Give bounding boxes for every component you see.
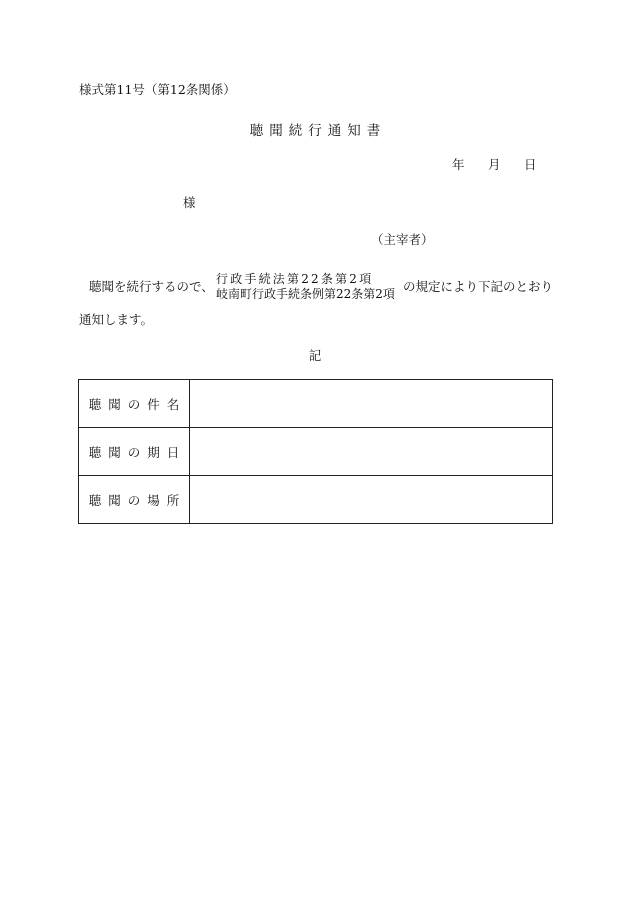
law-option-administrative-procedure-act: 行政手続法第22条第2項	[216, 272, 374, 286]
table-row	[79, 428, 553, 476]
date-line	[452, 155, 537, 173]
row-value-hearing-date	[190, 428, 553, 476]
ki-heading: 記	[308, 348, 322, 363]
form-number: 様式第11号（第12条関係）	[79, 82, 236, 97]
law-option-ginan-town-ordinance: 岐南町行政手続条例第22条第2項	[216, 287, 395, 301]
hearing-details-table	[78, 379, 553, 524]
date-year-label: 年	[452, 157, 465, 172]
body-lead-text: 聴聞を続行するので、	[89, 279, 214, 294]
row-label-hearing-subject: 聴聞の件名	[79, 380, 190, 428]
row-value-hearing-place	[190, 476, 553, 524]
sender-label: （主宰者）	[371, 232, 434, 247]
body-line2-text: 通知します。	[79, 312, 154, 327]
addressee-suffix: 様	[183, 195, 196, 210]
row-label-hearing-place: 聴聞の場所	[79, 476, 190, 524]
date-day-label: 日	[524, 157, 537, 172]
table-row	[79, 380, 553, 428]
row-value-hearing-subject	[190, 380, 553, 428]
date-month-label: 月	[488, 157, 501, 172]
row-label-hearing-date: 聴聞の期日	[79, 428, 190, 476]
body-tail-text: の規定により下記のとおり	[403, 279, 554, 294]
document-title: 聴聞続行通知書	[249, 123, 387, 139]
table-row	[79, 476, 553, 524]
